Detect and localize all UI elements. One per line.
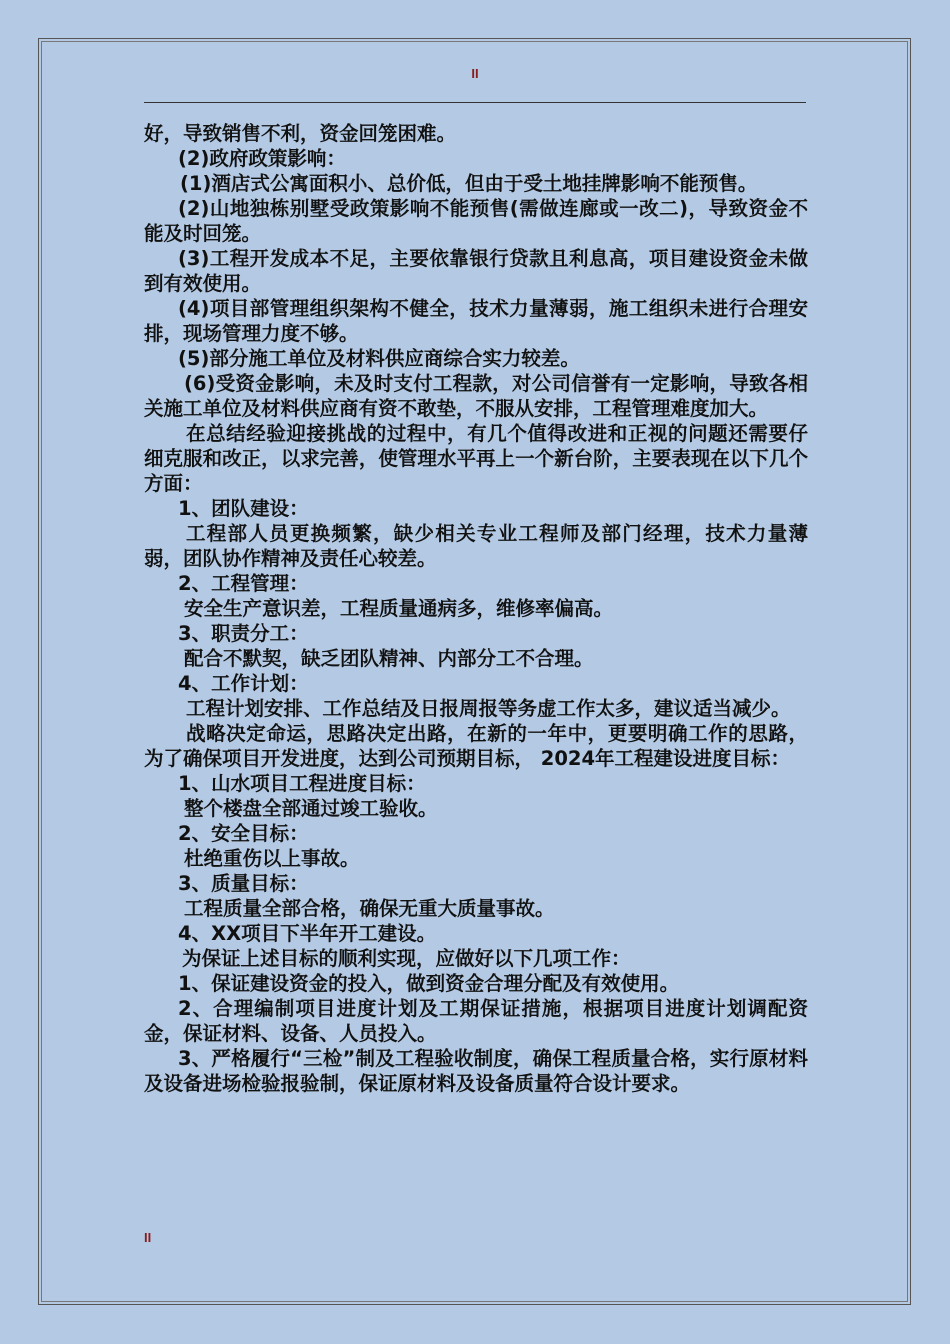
paragraph: (3)工程开发成本不足，主要依靠银行贷款且利息高，项目建设资金未做到有效使用。 (144, 247, 808, 295)
paragraph: 整个楼盘全部通过竣工验收。 (184, 797, 438, 820)
paragraph: 工程计划安排、工作总结及日报周报等务虚工作太多，建议适当减少。 (186, 697, 791, 720)
document-body (144, 121, 808, 1096)
paragraph: 工程质量全部合格，确保无重大质量事故。 (184, 897, 555, 920)
paragraph: 4、工作计划： (178, 672, 309, 695)
paragraph: 3、职责分工： (178, 622, 309, 645)
paragraph: 2、工程管理： (178, 572, 309, 595)
paragraph: (1)酒店式公寓面积小、总价低，但由于受土地挂牌影响不能预售。 (180, 172, 758, 195)
paragraph: 在总结经验迎接挑战的过程中，有几个值得改进和正视的问题还需要仔细克服和改正，以求完善，使管理水平再上一个新台阶，主要表现在以下几个方面： (144, 422, 808, 495)
paragraph: 4、XX项目下半年开工建设。 (178, 922, 437, 945)
paragraph: 战略决定命运，思路决定出路，在新的一年中，更要明确工作的思路，为了确保项目开发进度，达到公司预期目标， 2024年工程建设进度目标： (144, 722, 808, 770)
paragraph: 工程部人员更换频繁，缺少相关专业工程师及部门经理，技术力量薄弱，团队协作精神及责任心较差。 (144, 522, 808, 570)
paragraph: 1、山水项目工程进度目标： (178, 772, 426, 795)
paragraph: (6)受资金影响，未及时支付工程款，对公司信誉有一定影响，导致各相关施工单位及材料供应商有资不敢垫，不服从安排，工程管理难度加大。 (144, 372, 808, 420)
paragraph: 安全生产意识差，工程质量通病多，维修率偏高。 (184, 597, 614, 620)
paragraph: 2、安全目标： (178, 822, 309, 845)
paragraph: (5)部分施工单位及材料供应商综合实力较差。 (178, 347, 580, 370)
paragraph: (2)政府政策影响： (178, 147, 346, 170)
paragraph: 1、保证建设资金的投入，做到资金合理分配及有效使用。 (178, 972, 680, 995)
header-page-mark: II (471, 66, 479, 81)
footer-page-mark: II (144, 1230, 152, 1245)
paragraph: 配合不默契，缺乏团队精神、内部分工不合理。 (184, 647, 594, 670)
paragraph: 3、严格履行“三检”制及工程验收制度，确保工程质量合格，实行原材料及设备进场检验报验制，保证原材料及设备质量符合设计要求。 (144, 1047, 808, 1095)
paragraph: 1、团队建设： (178, 497, 309, 520)
header-divider (144, 102, 806, 103)
paragraph: 3、质量目标： (178, 872, 309, 895)
paragraph: (2)山地独栋别墅受政策影响不能预售(需做连廊或一改二)，导致资金不能及时回笼。 (144, 197, 808, 245)
paragraph: 为保证上述目标的顺利实现，应做好以下几项工作： (182, 947, 631, 970)
paragraph: (4)项目部管理组织架构不健全，技术力量薄弱，施工组织未进行合理安排，现场管理力度不够。 (144, 297, 808, 345)
paragraph: 杜绝重伤以上事故。 (184, 847, 360, 870)
paragraph: 2、合理编制项目进度计划及工期保证措施，根据项目进度计划调配资金，保证材料、设备、人员投入。 (144, 997, 808, 1045)
paragraph: 好，导致销售不利，资金回笼困难。 (144, 122, 457, 145)
